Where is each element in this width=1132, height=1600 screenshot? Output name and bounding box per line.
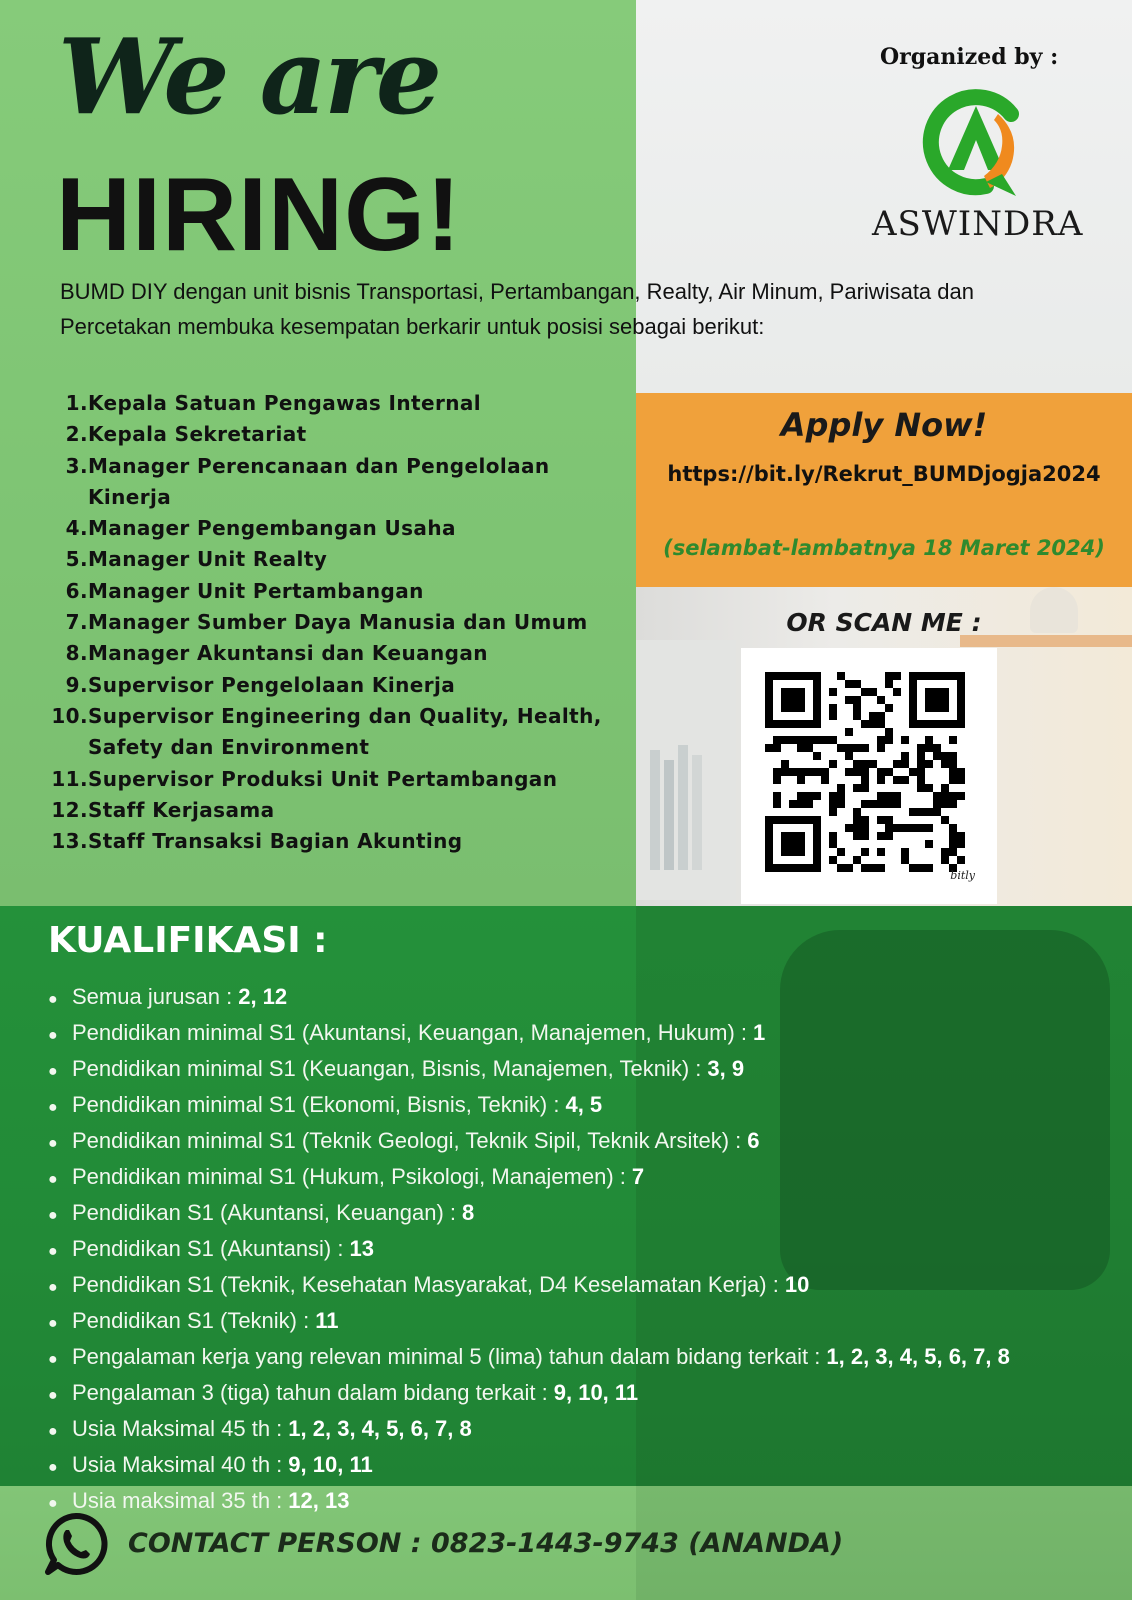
position-number: 2.	[65, 422, 88, 447]
qualification-item	[48, 1016, 1010, 1052]
qualification-text: Pendidikan S1 (Teknik) :	[72, 1308, 310, 1333]
position-number: 12.	[51, 797, 88, 822]
qualification-item	[48, 980, 1010, 1016]
qualification-item	[48, 1376, 1010, 1412]
qualification-text: Usia Maksimal 45 th :	[72, 1416, 283, 1441]
qualification-refs: 11	[315, 1308, 339, 1333]
qualification-item	[48, 1484, 1010, 1520]
position-item	[48, 701, 628, 764]
qualification-refs: 7	[631, 1164, 645, 1189]
scan-label: OR SCAN ME :	[786, 608, 982, 637]
whatsapp-icon[interactable]	[42, 1510, 110, 1578]
aswindra-logo-icon	[916, 84, 1036, 204]
bullet-icon: ●	[48, 1423, 58, 1440]
qualification-text: Pendidikan S1 (Akuntansi, Keuangan) :	[72, 1200, 457, 1225]
qualification-item	[48, 1448, 1010, 1484]
position-item	[48, 388, 628, 419]
position-title: Supervisor Produksi Unit Pertambangan	[88, 766, 558, 791]
qualification-item	[48, 1232, 1010, 1268]
qualification-text: Pendidikan S1 (Akuntansi) :	[72, 1236, 344, 1261]
qualification-text: Pendidikan S1 (Teknik, Kesehatan Masyarakat, D4 Keselamatan Kerja) :	[72, 1272, 779, 1297]
intro-text: BUMD DIY dengan unit bisnis Transportasi, Pertambangan, Realty, Air Minum, Pariwisata dan Percetakan membuka kesempatan berkarir untuk posisi sebagai berikut:	[60, 279, 974, 339]
bullet-icon: ●	[48, 1279, 58, 1296]
position-number: 3.	[65, 453, 88, 478]
position-item	[48, 544, 628, 575]
position-item	[48, 826, 628, 857]
position-title: Manager Unit Realty	[88, 547, 328, 572]
qualification-text: Pendidikan minimal S1 (Hukum, Psikologi, Manajemen) :	[72, 1164, 626, 1189]
apply-now-heading: Apply Now!	[780, 406, 988, 444]
qualification-text: Pendidikan minimal S1 (Keuangan, Bisnis, Manajemen, Teknik) :	[72, 1056, 702, 1081]
position-number: 11.	[51, 766, 88, 791]
apply-deadline: (selambat-lambatnya 18 Maret 2024)	[663, 536, 1105, 560]
position-number: 9.	[65, 672, 88, 697]
bullet-icon: ●	[48, 1207, 58, 1224]
position-title: Staff Transaksi Bagian Akunting	[88, 829, 463, 854]
position-item	[48, 576, 628, 607]
qualification-text: Pendidikan minimal S1 (Teknik Geologi, Teknik Sipil, Teknik Arsitek) :	[72, 1128, 742, 1153]
position-number: 13.	[51, 829, 88, 854]
bullet-icon: ●	[48, 1063, 58, 1080]
qualification-refs: 3, 9	[707, 1056, 745, 1081]
qualification-item	[48, 1160, 1010, 1196]
position-title: Manager Unit Pertambangan	[88, 578, 424, 603]
bullet-icon: ●	[48, 1387, 58, 1404]
position-item	[48, 419, 628, 450]
position-title: Manager Perencanaan dan Pengelolaan Kinerja	[88, 453, 550, 509]
qualification-item	[48, 1052, 1010, 1088]
qualification-item	[48, 1268, 1010, 1304]
qualification-item	[48, 1412, 1010, 1448]
position-number: 5.	[65, 547, 88, 572]
position-item	[48, 638, 628, 669]
headline-we-are: We are	[58, 15, 440, 138]
position-number: 4.	[65, 516, 88, 541]
position-item	[48, 795, 628, 826]
qualification-list	[48, 980, 1010, 1520]
position-title: Kepala Satuan Pengawas Internal	[88, 391, 482, 415]
position-item	[48, 513, 628, 544]
qualification-text: Pendidikan minimal S1 (Akuntansi, Keuangan, Manajemen, Hukum) :	[72, 1020, 748, 1045]
position-number: 8.	[65, 641, 88, 666]
position-number: 1.	[65, 391, 88, 415]
bullet-icon: ●	[48, 1459, 58, 1476]
qualification-item	[48, 1304, 1010, 1340]
position-title: Manager Akuntansi dan Keuangan	[88, 641, 488, 666]
bullet-icon: ●	[48, 1315, 58, 1332]
qualification-refs: 1, 2, 3, 4, 5, 6, 7, 8	[826, 1344, 1010, 1369]
qualification-item	[48, 1340, 1010, 1376]
position-number: 7.	[65, 610, 88, 635]
qualification-item	[48, 1196, 1010, 1232]
bullet-icon: ●	[48, 1351, 58, 1368]
apply-link[interactable]: https://bit.ly/Rekrut_BUMDjogja2024	[667, 462, 1101, 486]
qualification-refs: 8	[462, 1200, 475, 1225]
headline-hiring: HIRING!	[56, 157, 462, 273]
position-number: 10.	[51, 703, 88, 728]
qualification-refs: 6	[747, 1128, 760, 1153]
qr-code-card[interactable]	[741, 648, 997, 904]
qualification-refs: 9, 10, 11	[553, 1380, 639, 1405]
position-item	[48, 451, 628, 514]
qualification-refs: 4, 5	[565, 1092, 603, 1117]
organizer-name: ASWINDRA	[872, 204, 1084, 244]
qualification-refs: 13	[349, 1236, 374, 1261]
qualification-text: Pengalaman 3 (tiga) tahun dalam bidang terkait :	[72, 1380, 548, 1405]
qr-code-icon[interactable]	[765, 672, 965, 872]
qualification-refs: 9, 10, 11	[288, 1452, 373, 1477]
bullet-icon: ●	[48, 1027, 58, 1044]
position-number: 6.	[65, 578, 88, 603]
bullet-icon: ●	[48, 1171, 58, 1188]
position-item	[48, 764, 628, 795]
qualification-item	[48, 1124, 1010, 1160]
position-title: Kepala Sekretariat	[88, 422, 307, 447]
qualification-refs: 10	[784, 1272, 810, 1297]
organized-by-label: Organized by :	[880, 44, 1059, 70]
bullet-icon: ●	[48, 1099, 58, 1116]
qr-brand-label: bitly	[950, 869, 975, 882]
position-title: Supervisor Engineering dan Quality, Health, Safety dan Environment	[88, 703, 602, 760]
qualification-item	[48, 1088, 1010, 1124]
position-item	[48, 670, 628, 701]
qualification-refs: 1, 2, 3, 4, 5, 6, 7, 8	[288, 1416, 472, 1441]
qualification-refs: 12, 13	[288, 1488, 350, 1513]
position-title: Staff Kerjasama	[88, 797, 275, 822]
contact-person: CONTACT PERSON : 0823-1443-9743 (ANANDA)	[128, 1528, 844, 1559]
qualification-text: Pendidikan minimal S1 (Ekonomi, Bisnis, Teknik) :	[72, 1092, 560, 1117]
bullet-icon: ●	[48, 1243, 58, 1260]
bullet-icon: ●	[48, 991, 58, 1008]
bullet-icon: ●	[48, 1135, 58, 1152]
position-title: Manager Pengembangan Usaha	[88, 516, 456, 541]
qualification-text: Usia Maksimal 40 th :	[72, 1452, 283, 1477]
qualification-title: KUALIFIKASI :	[48, 920, 328, 961]
qualification-text: Pengalaman kerja yang relevan minimal 5 (lima) tahun dalam bidang terkait :	[72, 1344, 821, 1369]
qualification-refs: 2, 12	[238, 984, 288, 1009]
position-title: Supervisor Pengelolaan Kinerja	[88, 672, 456, 697]
qualification-text: Semua jurusan :	[72, 984, 233, 1009]
position-item	[48, 607, 628, 638]
positions-list	[48, 388, 628, 857]
bullet-icon: ●	[48, 1495, 58, 1512]
qualification-text: Usia maksimal 35 th :	[72, 1488, 283, 1513]
qualification-refs: 1	[753, 1020, 766, 1045]
bookshelf-decor	[636, 640, 736, 900]
position-title: Manager Sumber Daya Manusia dan Umum	[88, 610, 588, 635]
